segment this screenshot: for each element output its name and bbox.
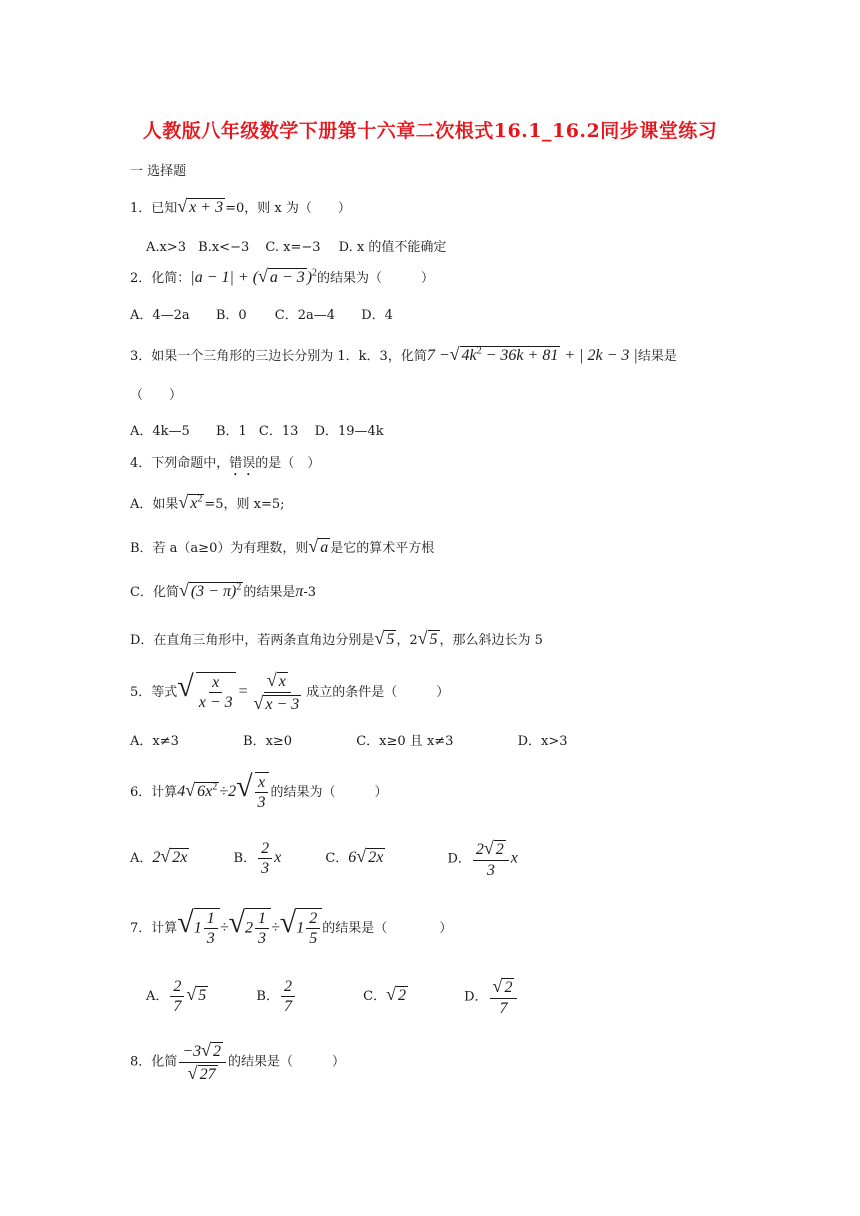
option-c: C．2a—4 bbox=[274, 308, 336, 323]
q3-options bbox=[130, 420, 384, 439]
q3-expression: 7 −√ $4k^2 - 36k + 81$ + | 2k − 3 | bbox=[426, 344, 638, 364]
option-d: D． $\frac{√ 2}{7}$ bbox=[464, 976, 519, 1018]
option-c: C．√ 2 bbox=[363, 984, 406, 1005]
option-a: A．4k—5 bbox=[130, 424, 190, 439]
q1-stem-end: =0，则 x 为（ ） bbox=[225, 201, 351, 216]
question-4: 4．下列命题中，错误的是（ ） bbox=[130, 456, 321, 471]
option-a: A．x≠3 bbox=[130, 734, 179, 749]
question-7: 7．计算√1 $\frac{1}{3}$ ÷√2 $\frac{1}{3}$ ÷√1 $\frac{2}{5}$ 的结果是（ ） bbox=[130, 906, 453, 947]
option-d: D．4 bbox=[361, 308, 393, 323]
option-d: D．19—4k bbox=[314, 424, 384, 439]
q4-option-b: B．若 a（a≥0）为有理数，则√ a 是它的算术平方根 bbox=[130, 536, 435, 556]
option-d: D. x 的值不能确定 bbox=[338, 240, 447, 255]
q4-option-d: D．在直角三角形中，若两条直角边分别是√ 5 ，2√ 5 ，那么斜边长为 5 bbox=[130, 628, 543, 648]
option-a: A．2√ 2x bbox=[130, 846, 188, 867]
q1-options bbox=[146, 236, 446, 255]
q6-options bbox=[130, 838, 518, 880]
q6-expression: 4√ $6x^2 \div 2√$ $\frac{x}{3}$ bbox=[177, 783, 270, 800]
q7-expression: √1 $\frac{1}{3}$ ÷√2 $\frac{1}{3}$ ÷√1 $\frac{2}{5}$ bbox=[177, 919, 322, 936]
sqrt-expression: √ x + 3 bbox=[177, 196, 224, 216]
option-a: A.x>3 bbox=[146, 240, 187, 255]
option-b: B． $\frac{2}{7}$ bbox=[256, 977, 297, 1016]
abs-expression: |a − 1| + (√ a − 3 )$^2$ bbox=[190, 266, 318, 286]
question-8: 8．化简 $\frac{-3√ 2}{√ 27}$ 的结果是（ ） bbox=[130, 1040, 345, 1083]
question-5: 5．等式√ $\frac{x}{x - 3}$ = $\frac{√ x}{√ x - 3}$ 成立的条件是（ ） bbox=[130, 670, 450, 713]
option-b: B.x<−3 bbox=[198, 240, 250, 255]
q5-lhs: √ $\frac{x}{x - 3}$ bbox=[177, 670, 237, 713]
q4-option-c: C．化简√ $(3 - \pi)^2$ 的结果是π-3 bbox=[130, 580, 317, 600]
option-b: B．1 bbox=[215, 424, 247, 439]
q7-options bbox=[146, 976, 519, 1018]
q5-options bbox=[130, 730, 568, 749]
emphasis-word: 错误 bbox=[229, 456, 256, 471]
option-a: A．4—2a bbox=[130, 308, 190, 323]
option-b: B．0 bbox=[215, 308, 247, 323]
option-c: C．x≥0 且 x≠3 bbox=[356, 734, 454, 749]
q8-expression: $\frac{-3√ 2}{√ 27}$ bbox=[179, 1040, 226, 1084]
option-d: D． $\frac{2√ 2}{3}$ x bbox=[447, 838, 518, 879]
q4-option-a: A．如果√ $x^2 =5$，则 x=5; bbox=[130, 492, 285, 512]
q1-stem: 1．已知 bbox=[130, 201, 178, 216]
option-b: B． $\frac{2}{3}$ x bbox=[233, 840, 282, 878]
option-a: A． $\frac{2}{7}$ √ 5 bbox=[146, 978, 207, 1016]
page-title: 人教版八年级数学下册第十六章二次根式16.1_16.2同步课堂练习 bbox=[142, 120, 718, 142]
option-d: D．x>3 bbox=[517, 734, 568, 749]
question-1 bbox=[130, 196, 351, 217]
q2-options bbox=[130, 304, 393, 323]
option-b: B．x≥0 bbox=[243, 734, 293, 749]
question-6: 6．计算4√ $6x^2 \div 2√$ $\frac{x}{3}$ 的结果为（ ） bbox=[130, 770, 388, 812]
section-heading: 一 选择题 bbox=[130, 164, 187, 179]
question-2: 2．化简：|a − 1| + (√ a − 3 )$^2$的结果为（ ） bbox=[130, 266, 435, 286]
q3-paren: （ ） bbox=[130, 388, 183, 403]
option-c: C．6√ 2x bbox=[325, 846, 384, 867]
option-c: C. x=−3 bbox=[265, 240, 321, 255]
option-c: C．13 bbox=[258, 424, 299, 439]
question-3: 3．如果一个三角形的三边长分别为 1．k．3，化简7 −√ $4k^2 - 36k + 81$ + | 2k − 3 |结果是 bbox=[130, 344, 677, 364]
q5-rhs: $\frac{√ x}{√ x - 3}$ bbox=[253, 670, 300, 713]
